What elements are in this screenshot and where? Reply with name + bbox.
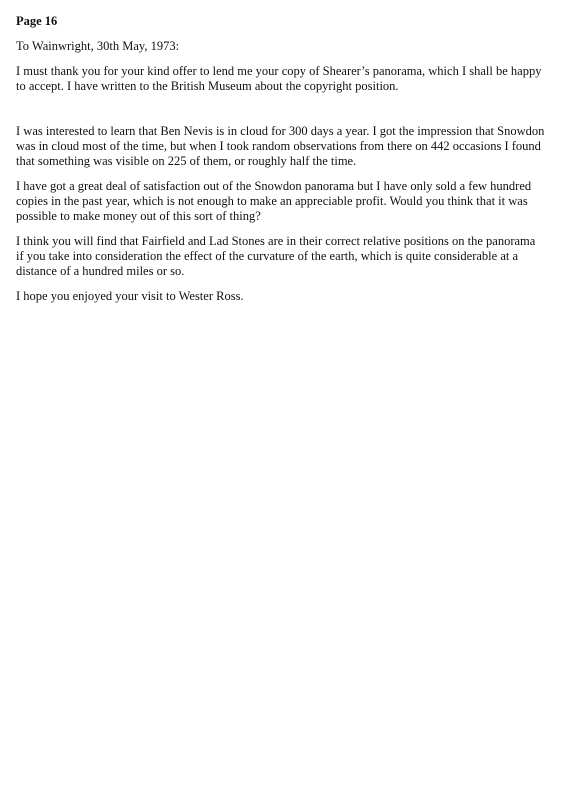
letter-salutation: To Wainwright, 30th May, 1973:: [16, 39, 180, 53]
paragraph-ben-nevis-cloud: I was interested to learn that Ben Nevis is in cloud for 300 days a year. I got the impression that Snowdon was in cloud most of the time, but when I took random observations from there on 442 occasions I found that something was visible on 225 of them, or roughly half the time.: [16, 124, 545, 168]
page-number: Page 16: [16, 14, 58, 28]
paragraph-panorama-loan: I must thank you for your kind offer to lend me your copy of Shearer’s panorama, which I shall be happy to accept. I have written to the British Museum about the copyright position.: [16, 64, 542, 93]
paragraph-closing: I hope you enjoyed your visit to Wester Ross.: [16, 289, 244, 303]
paragraph-snowdon-sales: I have got a great deal of satisfaction out of the Snowdon panorama but I have only sold a few hundred copies in the past year, which is not enough to make an appreciable profit. Would you think that it was possible to make money out of this sort of thing?: [16, 179, 532, 223]
document-page: [16, 14, 546, 314]
paragraph-curvature: I think you will find that Fairfield and Lad Stones are in their correct relative positions on the panorama if you take into consideration the effect of the curvature of the earth, which is quite considerable at a distance of a hundred miles or so.: [16, 234, 536, 278]
